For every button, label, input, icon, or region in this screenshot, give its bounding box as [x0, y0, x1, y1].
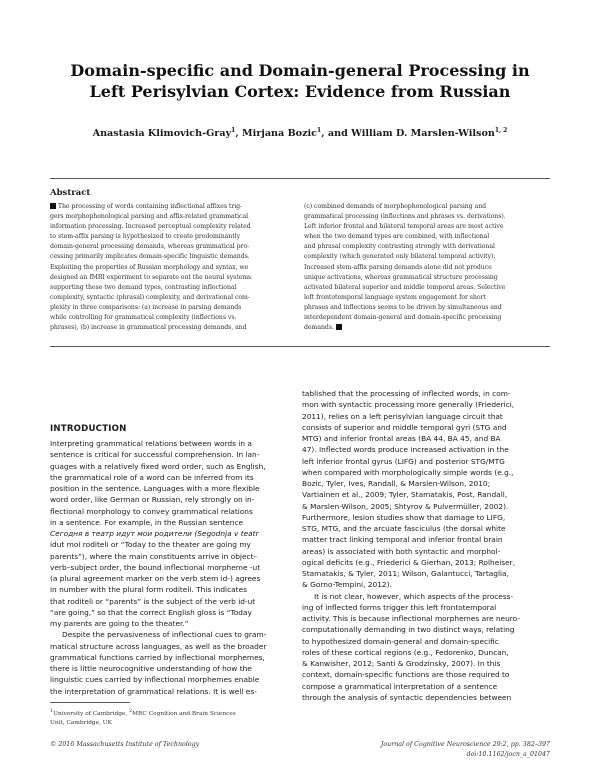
- abstract-line: information processing. Increased perceptual complexity related: [50, 223, 251, 231]
- abstract-line: phrases), (b) increase in grammatical processing demands, and: [50, 324, 247, 332]
- abstract-line: Increased stem-affix parsing demands alone did not produce: [304, 263, 492, 271]
- body-line: matical structure across languages, as well as the broader: [50, 641, 267, 651]
- footnote-text: MRC Cognition and Brain Sciences: [132, 710, 236, 717]
- abstract-line: The processing of words containing inflectional affixes trig-: [50, 202, 292, 212]
- body-line: when compared with morphologically simple words (e.g.,: [302, 467, 514, 477]
- author-name: Mirjana Bozic: [242, 128, 318, 140]
- body-line: STG, MTG, and the arcuate fasciculus (the dorsal white: [302, 524, 506, 533]
- abstract-line: while controlling for grammatical complexity (inflections vs.: [50, 314, 237, 322]
- body-line: the grammatical role of a word can be inferred from its: [50, 472, 254, 482]
- footnote-text: University of Cambridge,: [53, 710, 130, 717]
- copyright-notice: © 2016 Massachusetts Institute of Technology: [50, 741, 200, 748]
- abstract-line: designed an fMRI experiment to separate out the neural systems: [50, 273, 252, 281]
- body-line: flectional morphology to convey grammatical relations: [50, 506, 253, 516]
- body-line: Despite the pervasiveness of inflectional cues to gram-: [62, 630, 267, 640]
- abstract-line: (c) combined demands of morphophonological parsing and: [304, 203, 487, 210]
- abstract-line: Exploiting the properties of Russian morphology and syntax, we: [50, 263, 249, 271]
- body-line: & Marslen-Wilson, 2005; Shtyrov & Pulvermüller, 2002).: [302, 501, 509, 511]
- body-line: activity. This is because inflectional morphemes are neuro-: [302, 614, 520, 623]
- body-line: in a sentence. For example, in the Russian sentence: [50, 517, 244, 527]
- body-line: Interpreting grammatical relations between words in a: [50, 439, 252, 448]
- body-line: sentence is critical for successful comprehension. In lan-: [50, 450, 260, 460]
- journal-reference: Journal of Cognitive Neuroscience 29:2, pp. 382–397: [380, 741, 550, 748]
- doi-reference: doi:10.1162/jocn_a_01047: [466, 751, 550, 758]
- body-line: areas) is associated with both syntactic and morphol-: [302, 546, 501, 556]
- introduction-heading: INTRODUCTION: [50, 424, 127, 434]
- abstract-end-square-icon: [336, 324, 342, 330]
- body-line: & Kanwisher, 2012; Santi & Grodzinsky, 2007). In this: [302, 659, 501, 668]
- body-line: context, domain-specific functions are those required to: [302, 670, 510, 680]
- body-line: my parents are going to the theater.”: [50, 619, 189, 628]
- author-separator: ,: [235, 128, 243, 140]
- body-line: tablished that the processing of inflected words, in com-: [302, 389, 511, 398]
- body-line: mon with syntactic processing more generally (Friederici,: [302, 400, 515, 410]
- body-line: computationally demanding in two distinct ways, relating: [302, 625, 515, 635]
- body-line: It is not clear, however, which aspects of the process-: [314, 591, 514, 601]
- introduction-left-column: [50, 438, 298, 697]
- body-line: parents”), where the main constituents arrive in object–: [50, 551, 258, 561]
- body-line: there is little neurocognitive understanding of how the: [50, 664, 252, 673]
- author-separator: , and: [321, 128, 352, 140]
- abstract-line: grammatical processing (inflections and phrases vs. derivations).: [304, 213, 506, 221]
- abstract-start-square-icon: [50, 203, 56, 209]
- body-line: through the analysis of syntactic dependencies between: [302, 692, 512, 702]
- author-name: Anastasia Klimovich-Gray: [92, 128, 232, 140]
- affiliation-footnote: [50, 707, 300, 728]
- abstract-line: when the two demand types are combined, with inflectional: [304, 233, 490, 241]
- body-line: ogical deficits (e.g., Friederici & Gierhan, 2013; Rolheiser,: [302, 557, 516, 567]
- body-line: 47). Inflected words produce increased activation in the: [302, 445, 509, 455]
- abstract-bottom-rule: [50, 346, 550, 347]
- abstract-line: activated bilateral superior and middle temporal areas. Selective: [304, 283, 506, 291]
- abstract-line: left frontotemporal language system engagement for short: [304, 293, 486, 301]
- abstract-right-column: [304, 202, 546, 333]
- author-affiliation-mark: 1: [317, 127, 322, 134]
- abstract-line: gers morphophonological parsing and affix-related grammatical: [50, 213, 249, 221]
- abstract-line: interdependent domain-general and domain-specific processing: [304, 314, 502, 322]
- body-line: guages with a relatively fixed word order, such as English,: [50, 461, 266, 471]
- abstract-line: unique activations, whereas grammatical structure processing: [304, 273, 498, 281]
- body-line: Furthermore, lesion studies show that damage to LIFG,: [302, 512, 506, 522]
- footnote-rule: [50, 702, 130, 703]
- body-line: Stamatakis, & Tyler, 2011; Wilson, Galantucci, Tartaglia,: [302, 569, 509, 578]
- body-line: MTG) and inferior frontal areas (BA 44, BA 45, and BA: [302, 434, 501, 443]
- abstract-heading: Abstract: [50, 188, 91, 198]
- abstract-line: phrases and inflections seems to be driven by simultaneous and: [304, 303, 502, 311]
- abstract-line: Left inferior frontal and bilateral temporal areas are most active: [304, 223, 504, 231]
- abstract-line: domain-general processing demands, whereas grammatical pro-: [50, 243, 250, 251]
- abstract-top-rule: [50, 178, 550, 179]
- body-line: roles of these cortical regions (e.g., Fedorenko, Duncan,: [302, 647, 509, 657]
- body-line: verb–subject order, the bound inflectional morpheme -ut: [50, 562, 261, 572]
- body-line: Сегодня в театр идут мои родители (Segodnja v teatr: [50, 529, 259, 538]
- body-line: 2011), relies on a left perisylvian language circuit that: [302, 411, 503, 421]
- title-line: Domain-specific and Domain-general Processing in: [70, 61, 530, 80]
- body-line: in number with the plural form roditeli. This indicates: [50, 585, 247, 595]
- author-affiliation-mark: 1: [231, 127, 236, 134]
- introduction-right-column: [302, 388, 550, 703]
- title-line: Left Perisylvian Cortex: Evidence from Russian: [89, 82, 511, 101]
- body-line: word order, like German or Russian, rely strongly on in-: [50, 495, 255, 505]
- abstract-line: cessing primarily implicates domain-specific linguistic demands.: [50, 253, 250, 261]
- footnote-mark: 1: [50, 709, 54, 714]
- body-line: that roditeli or “parents” is the subject of the verb id-ut: [50, 596, 256, 606]
- abstract-line: supporting these two demand types, contrasting inflectional: [50, 283, 237, 291]
- body-line: matter tract linking temporal and inferior frontal brain: [302, 535, 503, 545]
- body-line: left inferior frontal gyrus (LIFG) and posterior STG/MTG: [302, 456, 505, 466]
- body-line: (a plural agreement marker on the verb stem id-) agrees: [50, 574, 261, 583]
- author-name: William D. Marslen-Wilson: [351, 128, 495, 140]
- body-line: to hypothesized domain-general and domain-specific: [302, 636, 499, 646]
- body-line: “are going,” so that the correct English gloss is “Today: [50, 607, 252, 617]
- body-line: compose a grammatical interpretation of a sentence: [302, 681, 498, 691]
- paper-title: [60, 60, 540, 102]
- body-line: linguistic cues carried by inflectional morphemes enable: [50, 675, 260, 685]
- abstract-line: demands.: [304, 323, 546, 333]
- abstract-line: to stem-affix parsing is hypothesized to create predominantly: [50, 233, 241, 241]
- abstract-line: plexity in three comparisons: (a) increase in parsing demands: [50, 303, 242, 311]
- journal-citation: [381, 740, 550, 760]
- body-line: idut moi roditeli or “Today to the theater are going my: [50, 540, 251, 550]
- body-line: grammatical functions carried by inflectional morphemes,: [50, 652, 265, 662]
- footnote-text: Unit, Cambridge, UK: [50, 719, 112, 726]
- body-line: ing of inflected forms trigger this left frontotemporal: [302, 602, 497, 612]
- body-line: the interpretation of grammatical relations. It is well es-: [50, 686, 257, 696]
- abstract-line: and phrasal complexity contrasting strongly with derivational: [304, 243, 495, 251]
- abstract-line: complexity, syntactic (phrasal) complexity, and derivational com-: [50, 293, 250, 301]
- author-affiliation-mark: 1, 2: [494, 127, 508, 134]
- footnote-mark: 2: [129, 709, 133, 714]
- body-line: position in the sentence. Languages with a more flexible: [50, 484, 260, 493]
- body-line: consists of superior and middle temporal gyri (STG and: [302, 422, 507, 432]
- abstract-left-column: [50, 202, 292, 333]
- abstract-line: complexity (which generated only bilateral temporal activity).: [304, 253, 496, 261]
- body-line: Bozic, Tyler, Ives, Randall, & Marslen-Wilson, 2010;: [302, 479, 491, 488]
- author-list: [40, 124, 560, 140]
- body-line: & Gorno-Tempini, 2012).: [302, 580, 392, 590]
- body-line: Vartiainen et al., 2009; Tyler, Stamatakis, Post, Randall,: [302, 490, 508, 500]
